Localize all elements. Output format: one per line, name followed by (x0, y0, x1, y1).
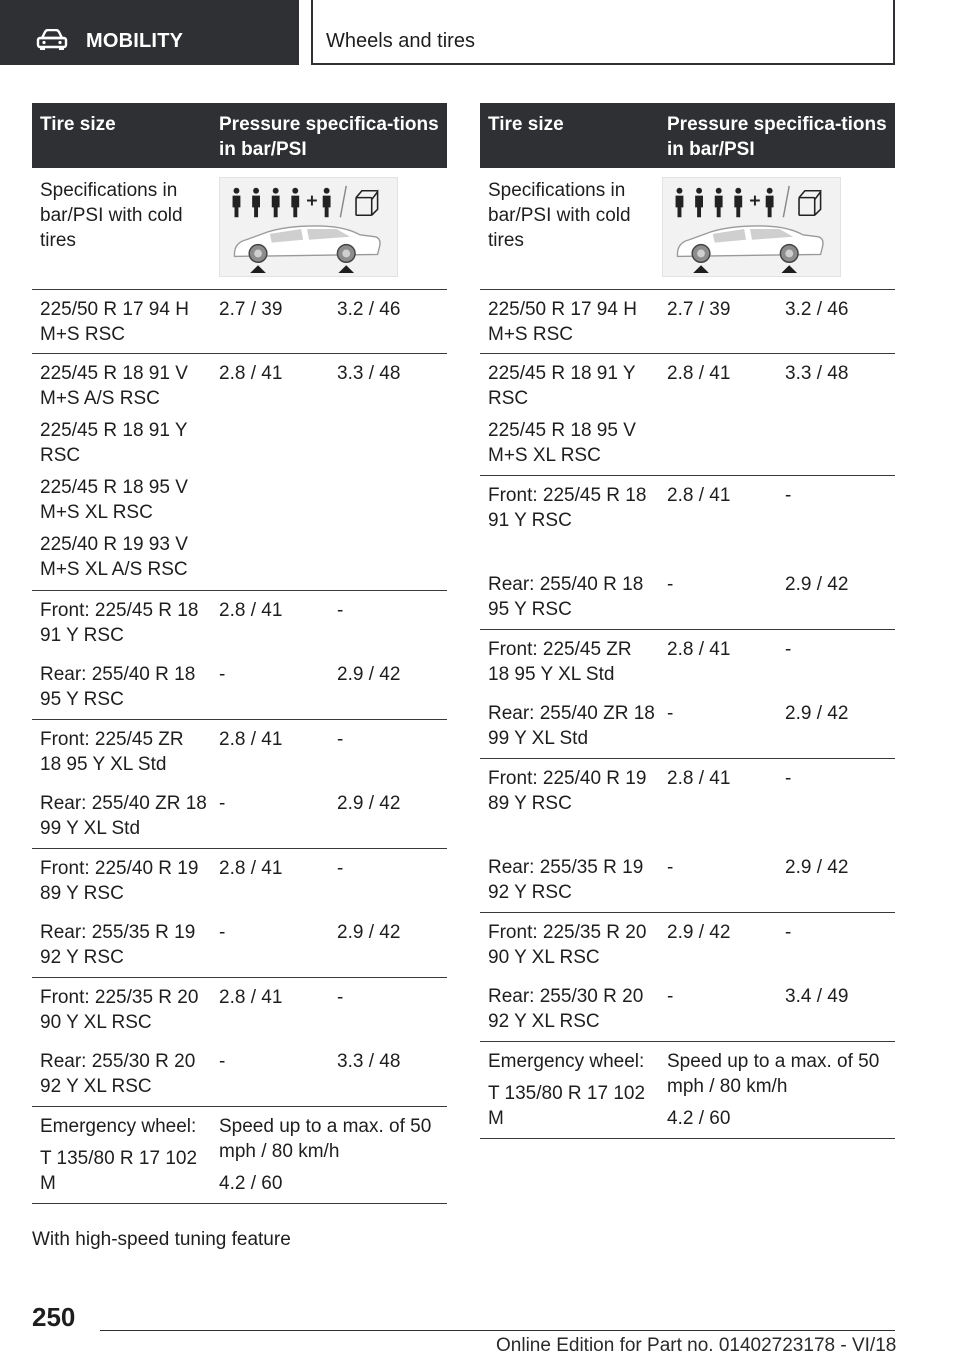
tire-size: 225/50 R 17 94 H M+S RSC (488, 299, 637, 345)
tire-arrow-icon (693, 265, 709, 273)
header-pressure: Pressure specifica-tions in bar/PSI (667, 114, 887, 160)
table-row (480, 354, 895, 476)
speed-limit: Speed up to a max. of 50 mph / 80 km/h (667, 1051, 880, 1097)
speed-limit: Speed up to a max. of 50 mph / 80 km/h (219, 1116, 432, 1162)
emergency-row (32, 1107, 447, 1204)
pressure-value: 2.8 / 41 (219, 858, 283, 879)
pressure-value: 2.9 / 42 (785, 574, 849, 595)
header-pressure: Pressure specifica-tions in bar/PSI (219, 114, 439, 160)
pressure-value: - (337, 858, 344, 879)
spec-note: Specifications in bar/PSI with cold tires (40, 180, 183, 251)
pressure-value: 4.2 / 60 (219, 1173, 283, 1194)
pressure-value: 3.4 / 49 (785, 986, 849, 1007)
tire-size-rear: Rear: 255/35 R 19 92 Y RSC (488, 857, 644, 903)
pressure-value: 2.8 / 41 (667, 639, 731, 660)
pressure-value: 2.7 / 39 (667, 299, 731, 320)
emergency-wheel (40, 1114, 210, 1196)
tire-size-front: Front: 225/45 ZR 18 95 Y XL Std (488, 639, 632, 685)
edition-note: Online Edition for Part no. 01402723178 - VI/18 (496, 1335, 897, 1356)
pressure-value: 2.8 / 41 (219, 987, 283, 1008)
table-row (480, 290, 895, 354)
pressure-value: - (337, 987, 344, 1008)
pressure-value: 2.8 / 41 (667, 768, 731, 789)
tire-size-rear: Rear: 255/35 R 19 92 Y RSC (40, 922, 196, 968)
pressure-value: 3.3 / 48 (785, 363, 849, 384)
table-row (32, 290, 447, 354)
car-side-icon (234, 226, 380, 273)
tire-size: 225/45 R 18 91 V M+S A/S RSC (40, 363, 188, 409)
tire-size: 225/45 R 18 95 V M+S XL RSC (40, 477, 188, 523)
pressure-value: - (667, 703, 674, 724)
occupants-icon (233, 186, 347, 217)
pressure-value: 2.8 / 41 (219, 729, 283, 750)
pressure-value: 2.9 / 42 (337, 922, 401, 943)
pressure-value: 2.7 / 39 (219, 299, 283, 320)
emergency-row (480, 1042, 895, 1139)
tire-size-rear: Rear: 255/40 R 18 95 Y RSC (488, 574, 644, 620)
pressure-value: 2.8 / 41 (219, 363, 283, 384)
luggage-icon (799, 191, 821, 216)
table-row (32, 354, 447, 591)
pressure-value: - (785, 485, 792, 506)
pressure-value: 3.2 / 46 (785, 299, 849, 320)
pressure-value: 2.9 / 42 (785, 857, 849, 878)
pressure-value: - (667, 574, 674, 595)
pressure-value: - (219, 1051, 226, 1072)
chapter-header (311, 0, 895, 65)
tire-size-front: Front: 225/40 R 19 89 Y RSC (488, 768, 647, 814)
tire-size-front: Front: 225/40 R 19 89 Y RSC (40, 858, 199, 904)
pressure-value: 2.8 / 41 (219, 600, 283, 621)
pressure-value: 3.3 / 48 (337, 363, 401, 384)
tire-arrow-icon (250, 265, 266, 273)
page-number: 250 (32, 1302, 76, 1332)
tire-size-rear: Rear: 255/30 R 20 92 Y XL RSC (488, 986, 644, 1032)
tire-size-front: Front: 225/45 R 18 91 Y RSC (488, 485, 647, 531)
pressure-value: - (667, 857, 674, 878)
table-header (32, 103, 447, 168)
emergency-label: Emergency wheel: (488, 1051, 645, 1072)
header-tire-size: Tire size (488, 114, 564, 135)
pressure-value: 2.9 / 42 (337, 793, 401, 814)
section-tab (0, 0, 299, 65)
table-row (32, 720, 447, 849)
tire-size-rear: Rear: 255/40 ZR 18 99 Y XL Std (488, 703, 655, 749)
pressure-value: - (219, 793, 226, 814)
occupants-icon (676, 186, 790, 217)
tire-size-front: Front: 225/35 R 20 90 Y XL RSC (488, 922, 647, 968)
tire-size: T 135/80 R 17 102 M (488, 1083, 646, 1129)
car-icon (36, 29, 68, 51)
emergency-label: Emergency wheel: (40, 1116, 197, 1137)
table-row (32, 591, 447, 720)
pressure-value: 2.9 / 42 (337, 664, 401, 685)
chapter-title: Wheels and tires (326, 30, 475, 52)
tire-size: 225/40 R 19 93 V M+S XL A/S RSC (40, 534, 188, 580)
emergency-info (667, 1049, 892, 1131)
emergency-info (219, 1114, 444, 1196)
footnote: With high-speed tuning feature (32, 1229, 291, 1250)
pressure-value: 2.8 / 41 (667, 485, 731, 506)
tire-size-group (40, 361, 210, 582)
tire-size-rear: Rear: 255/40 ZR 18 99 Y XL Std (40, 793, 207, 839)
tire-size: 225/45 R 18 91 Y RSC (488, 363, 636, 409)
table-row (32, 849, 447, 978)
tire-size: 225/50 R 17 94 H M+S RSC (40, 299, 189, 345)
tire-size-front: Front: 225/35 R 20 90 Y XL RSC (40, 987, 199, 1033)
section-label: MOBILITY (86, 30, 184, 52)
tire-size-rear: Rear: 255/40 R 18 95 Y RSC (40, 664, 196, 710)
load-condition-illustration (219, 177, 398, 277)
pressure-value: - (219, 664, 226, 685)
load-condition-illustration (662, 177, 841, 277)
tire-size: 225/45 R 18 91 Y RSC (40, 420, 188, 466)
table-row (480, 476, 895, 630)
tire-arrow-icon (338, 265, 354, 273)
pressure-value: 2.9 / 42 (667, 922, 731, 943)
pressure-value: - (785, 639, 792, 660)
car-side-icon (677, 226, 823, 273)
pressure-value: 2.8 / 41 (667, 363, 731, 384)
tire-size-rear: Rear: 255/30 R 20 92 Y XL RSC (40, 1051, 196, 1097)
pressure-value: - (337, 600, 344, 621)
pressure-value: - (785, 768, 792, 789)
tire-size: 225/45 R 18 95 V M+S XL RSC (488, 420, 636, 466)
table-row (480, 759, 895, 913)
tire-size-group (488, 361, 658, 468)
pressure-value: - (785, 922, 792, 943)
table-row (32, 978, 447, 1107)
footer-divider (100, 1330, 895, 1331)
tire-arrow-icon (781, 265, 797, 273)
tire-size: T 135/80 R 17 102 M (40, 1148, 198, 1194)
emergency-wheel (488, 1049, 658, 1131)
header-tire-size: Tire size (40, 114, 116, 135)
table-row (480, 913, 895, 1042)
pressure-value: 3.2 / 46 (337, 299, 401, 320)
pressure-value: - (337, 729, 344, 750)
table-header (480, 103, 895, 168)
tire-size-front: Front: 225/45 ZR 18 95 Y XL Std (40, 729, 184, 775)
pressure-value: 2.9 / 42 (785, 703, 849, 724)
pressure-value: - (667, 986, 674, 1007)
spec-note: Specifications in bar/PSI with cold tires (488, 180, 631, 251)
pressure-value: 4.2 / 60 (667, 1108, 731, 1129)
table-row (480, 630, 895, 759)
tire-size-front: Front: 225/45 R 18 91 Y RSC (40, 600, 199, 646)
luggage-icon (356, 191, 378, 216)
pressure-value: - (219, 922, 226, 943)
pressure-value: 3.3 / 48 (337, 1051, 401, 1072)
